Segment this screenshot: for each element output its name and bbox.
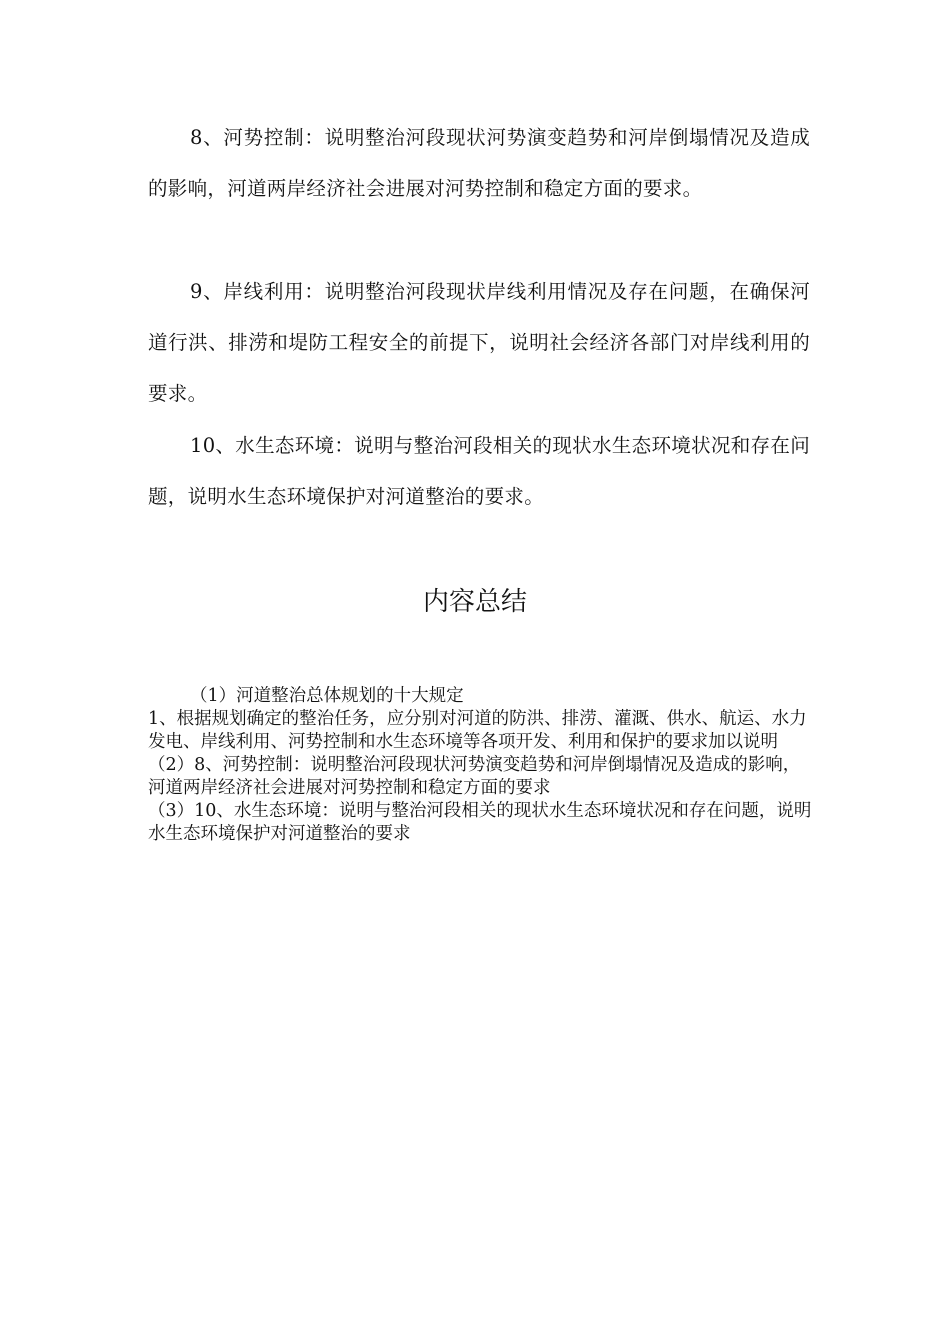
paragraph-river-regime-control: 8、河势控制：说明整治河段现状河势演变趋势和河岸倒塌情况及造成的影响，河道两岸经济社会进展对河势控制和稳定方面的要求。 [148, 126, 810, 200]
summary-title: 内容总结 [422, 587, 527, 617]
summary-block [148, 685, 813, 846]
paragraph-shoreline-use: 9、岸线利用：说明整治河段现状岸线利用情况及存在问题，在确保河道行洪、排涝和堤防工程安全的前提下，说明社会经济各部门对岸线利用的要求。 [148, 280, 810, 405]
summary-line: （1）河道整治总体规划的十大规定 [190, 686, 464, 706]
summary-line: 1、根据规划确定的整治任务，应分别对河道的防洪、排涝、灌溉、供水、航运、水力发电、岸线利用、河势控制和水生态环境等各项开发、利用和保护的要求加以说明 [148, 709, 807, 752]
summary-line: （2）8、河势控制：说明整治河段现状河势演变趋势和河岸倒塌情况及造成的影响，河道两岸经济社会进展对河势控制和稳定方面的要求 [148, 755, 801, 798]
summary-line: （3）10、水生态环境：说明与整治河段相关的现状水生态环境状况和存在问题，说明水生态环境保护对河道整治的要求 [148, 801, 812, 844]
paragraph-water-ecology: 10、水生态环境：说明与整治河段相关的现状水生态环境状况和存在问题，说明水生态环境保护对河道整治的要求。 [148, 434, 810, 508]
